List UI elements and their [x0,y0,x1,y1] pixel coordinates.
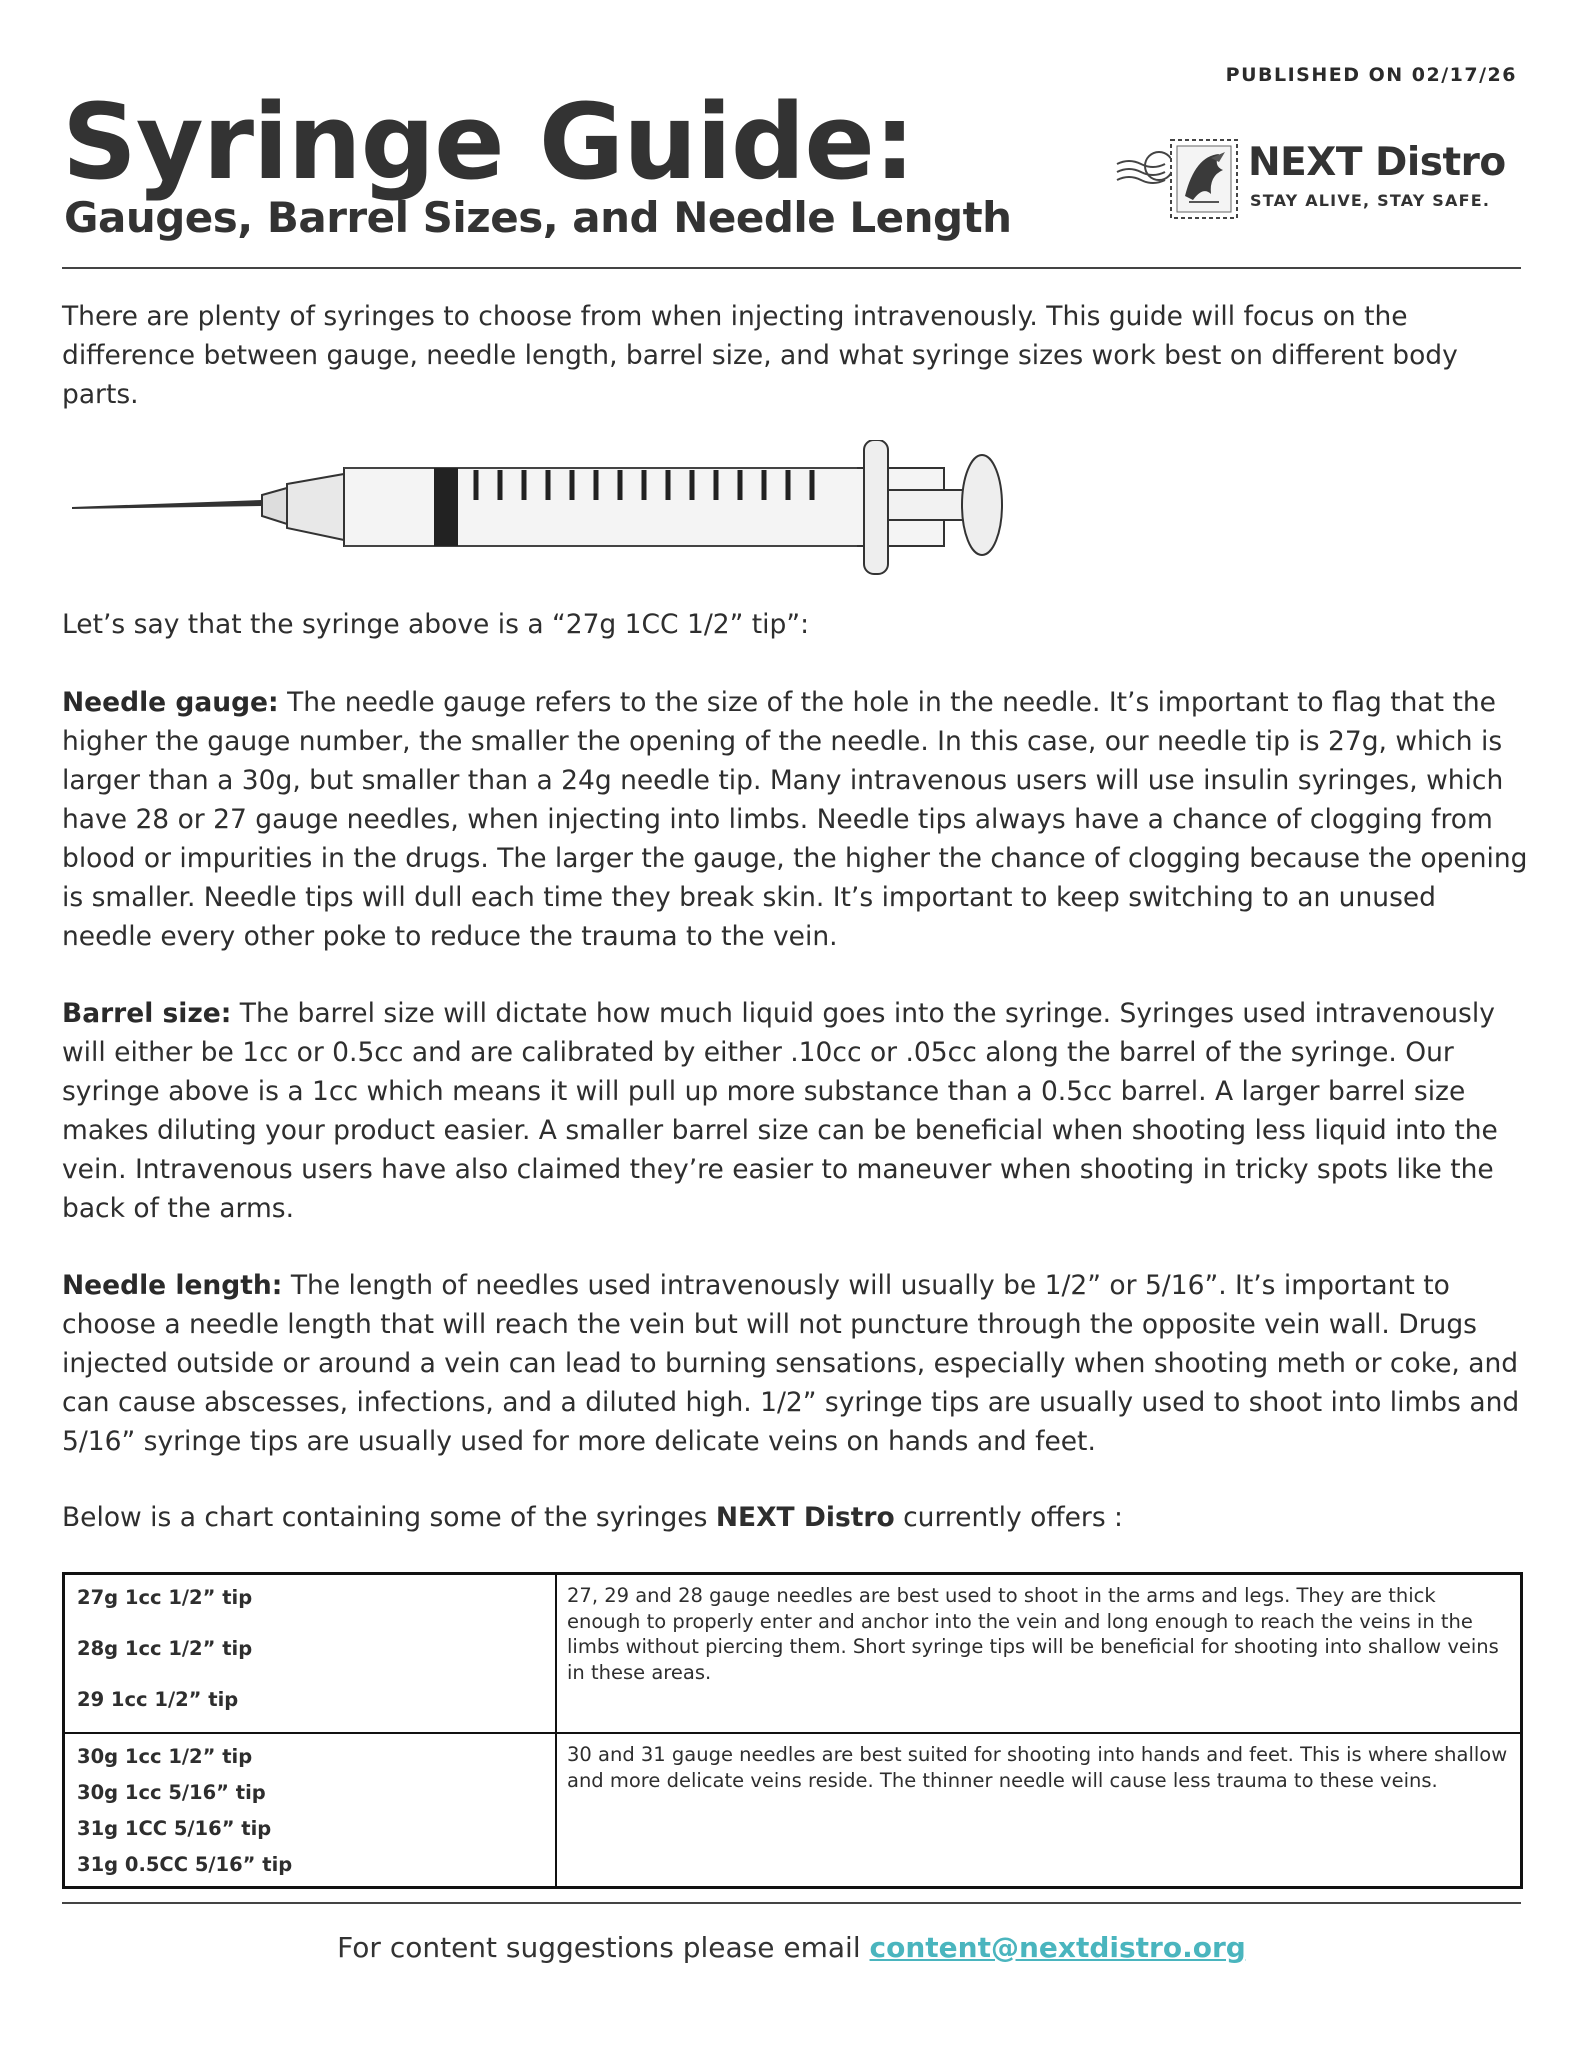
syringe-size: 31g 0.5CC 5/16” tip [77,1853,293,1876]
syringe-size: 28g 1cc 1/2” tip [77,1637,253,1660]
table-cell-sizes [64,1574,557,1734]
footer-divider [62,1902,1521,1904]
syringe-offers-table [62,1572,1523,1889]
syringe-size: 29 1cc 1/2” tip [77,1688,239,1711]
barrel-size-text: The barrel size will dictate how much liquid goes into the syringe. Syringes used intravenously will either be 1cc or 0.5cc and are calibrated by either .10cc or .05cc along the barrel of the syringe. Our syringe above is a 1cc which means it will pull up more substance than a 0.5cc barrel. A larger barrel size makes diluting your product easier. A smaller barrel size can be beneficial when shooting less liquid into the vein. Intravenous users have also claimed they’re easier to maneuver when shooting in tricky spots like the back of the arms. [62,998,1498,1224]
table-row [64,1733,1522,1888]
intro-paragraph: There are plenty of syringes to choose from when injecting intravenously. This guide will focus on the difference between gauge, needle length, barrel size, and what syringe sizes work best on different body parts. [62,301,1458,410]
table-cell-sizes [64,1733,557,1888]
syringe-size: 30g 1cc 1/2” tip [77,1745,253,1768]
needle-gauge-text: The needle gauge refers to the size of the hole in the needle. It’s important to flag that the higher the gauge number, the smaller the opening of the needle. In this case, our needle tip is 27g, which is larger than a 30g, but smaller than a 24g needle tip. Many intravenous users will use insulin syringes, which have 28 or 27 gauge needles, when injecting into limbs. Needle tips always have a chance of clogging from blood or impurities in the drugs. The larger the gauge, the higher the chance of clogging because the opening is smaller. Needle tips will dull each time they break skin. It’s important to keep switching to an unused needle every other poke to reduce the trauma to the vein. [62,687,1528,952]
chart-intro-after: currently offers : [894,1502,1123,1533]
footer-text: For content suggestions please email [337,1931,870,1964]
syringe-size: 27g 1cc 1/2” tip [77,1586,253,1609]
header-divider [62,267,1521,269]
published-date: PUBLISHED ON 02/17/26 [1225,64,1517,86]
logo-tagline: STAY ALIVE, STAY SAFE. [1250,191,1491,210]
bird-stamp-icon [1115,136,1245,222]
footer [0,1931,1583,1964]
lead-text: Let’s say that the syringe above is a “27g 1CC 1/2” tip”: [62,609,809,640]
needle-length-section [62,1266,1532,1461]
table-cell-description: 30 and 31 gauge needles are best suited for shooting into hands and feet. This is where shallow and more delicate veins reside. The thinner needle will cause less trauma to these veins. [556,1733,1522,1888]
page-subtitle: Gauges, Barrel Sizes, and Needle Length [64,193,1012,242]
barrel-size-heading: Barrel size: [62,998,232,1029]
chart-intro [62,1498,1123,1537]
syringe-size: 31g 1CC 5/16” tip [77,1817,272,1840]
table-row [64,1574,1522,1734]
syringe-illustration [72,440,1012,580]
barrel-size-section [62,994,1532,1228]
needle-length-text: The length of needles used intravenously will usually be 1/2” or 5/16”. It’s important to choose a needle length that will reach the vein but will not puncture through the opposite vein wall. Drugs injected outside or around a vein can lead to burning sensations, especially when shooting meth or coke, and can cause abscesses, infections, and a diluted high. 1/2” syringe tips are usually used to shoot into limbs and 5/16” syringe tips are usually used for more delicate veins on hands and feet. [62,1270,1520,1457]
chart-intro-brand: NEXT Distro [715,1502,895,1533]
contact-email-link[interactable]: content@nextdistro.org [869,1931,1246,1964]
needle-length-heading: Needle length: [62,1270,283,1301]
needle-gauge-section [62,683,1532,956]
needle-gauge-heading: Needle gauge: [62,687,279,718]
table-cell-description: 27, 29 and 28 gauge needles are best used to shoot in the arms and legs. They are thick enough to properly enter and anchor into the vein and long enough to reach the veins in the limbs without piercing them. Short syringe tips will be beneficial for shooting into shallow veins in these areas. [556,1574,1522,1734]
chart-intro-before: Below is a chart containing some of the syringes [62,1502,716,1533]
page-title: Syringe Guide: [62,81,915,203]
next-distro-logo [1115,136,1520,222]
syringe-size: 30g 1cc 5/16” tip [77,1781,266,1804]
logo-name: NEXT Distro [1248,140,1506,185]
